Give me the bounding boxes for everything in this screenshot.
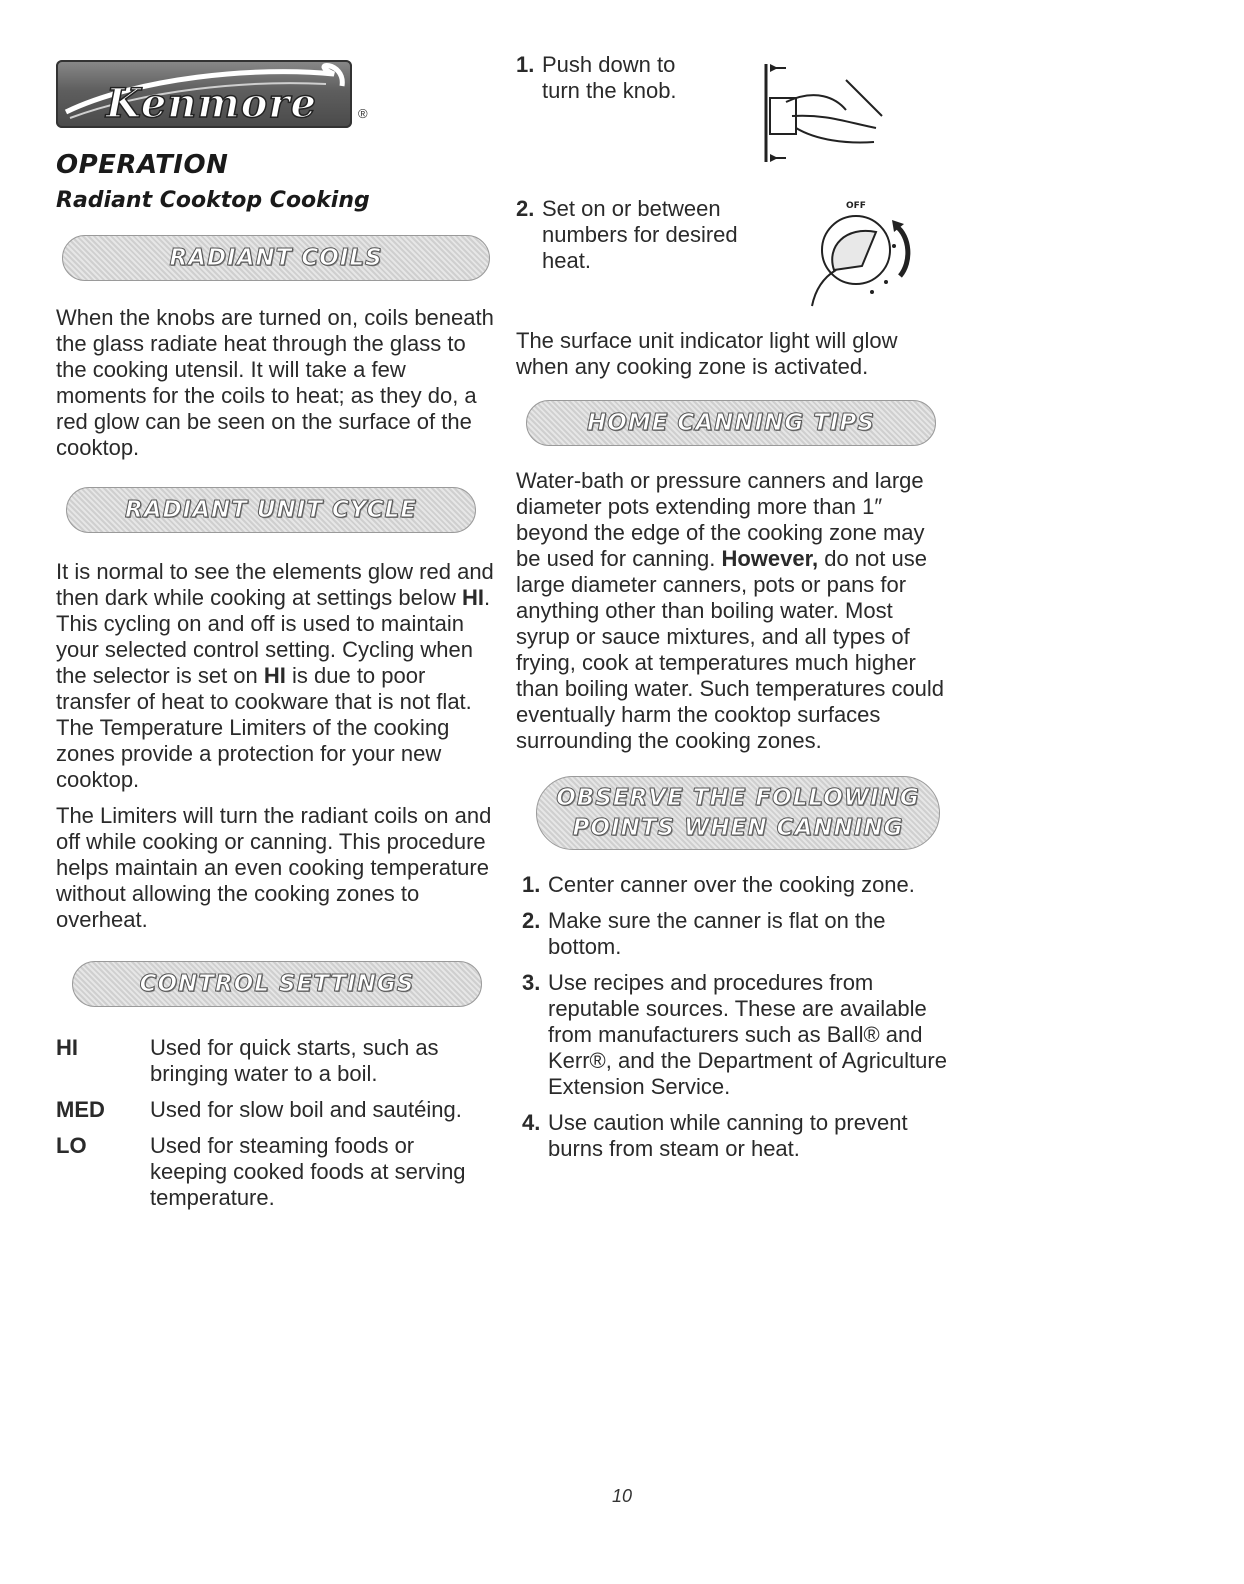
banner-radiant-unit-cycle bbox=[66, 487, 476, 533]
point-text: Use caution while canning to prevent burns from steam or heat. bbox=[548, 1110, 908, 1161]
setting-key: LO bbox=[56, 1133, 87, 1158]
point-text: Use recipes and procedures from reputable sources. These are available from manufacturers such as Ball® and Kerr®, and the Department of Agriculture Extension Service. bbox=[548, 970, 947, 1099]
kenmore-logo bbox=[56, 60, 352, 128]
page-number: 10 bbox=[611, 1486, 633, 1506]
list-item bbox=[522, 908, 952, 960]
canning-however: However, bbox=[721, 546, 819, 571]
canning-paragraph bbox=[516, 468, 952, 754]
section-heading: OPERATION bbox=[56, 150, 229, 180]
point-text: Center canner over the cooking zone. bbox=[548, 872, 915, 897]
step-item bbox=[516, 196, 756, 274]
push-knob-illustration-icon bbox=[756, 58, 896, 168]
point-number: 4. bbox=[522, 1110, 541, 1135]
setting-key: MED bbox=[56, 1097, 105, 1122]
indicator-paragraph: The surface unit indicator light will glow when any cooking zone is activated. bbox=[516, 328, 898, 379]
point-number: 2. bbox=[522, 908, 541, 933]
point-text: Make sure the canner is flat on the bottom. bbox=[548, 908, 886, 959]
list-item bbox=[522, 1110, 952, 1162]
point-number: 3. bbox=[522, 970, 541, 995]
step-text: Set on or between numbers for desired heat. bbox=[542, 196, 738, 273]
setting-value: Used for steaming foods or keeping cooked foods at serving temperature. bbox=[150, 1133, 466, 1210]
list-item bbox=[522, 872, 952, 898]
cycle-text-b: . This cycling on and off is used to maintain your selected control setting. Cycling when the selector is set on bbox=[56, 585, 491, 688]
step-set-heat bbox=[516, 196, 956, 316]
left-column bbox=[56, 56, 496, 1221]
banner-radiant-unit-cycle-label: RADIANT UNIT CYCLE bbox=[124, 497, 418, 523]
control-settings-list bbox=[56, 1035, 496, 1211]
coils-paragraph: When the knobs are turned on, coils beneath the glass radiate heat through the glass to the cooking utensil. It will take a few moments for the coils to heat; as they do, a red glow can be seen on the surface of the cooktop. bbox=[56, 305, 494, 460]
setting-row bbox=[56, 1035, 496, 1087]
cycle-paragraph-2: The Limiters will turn the radiant coils on and off while cooking or canning. This procedure helps maintain an even cooking temperature without allowing the cooking zones to overheat. bbox=[56, 803, 492, 932]
banner-observe-line-2: POINTS WHEN CANNING bbox=[572, 815, 904, 841]
banner-radiant-coils-label: RADIANT COILS bbox=[169, 245, 383, 271]
canning-points-list bbox=[522, 872, 952, 1162]
subsection-heading: Radiant Cooktop Cooking bbox=[56, 188, 370, 213]
setting-row bbox=[56, 1133, 496, 1211]
banner-observe-line-1: OBSERVE THE FOLLOWING bbox=[556, 785, 920, 811]
logo-wordmark: Kenmore bbox=[106, 80, 317, 127]
cycle-paragraph-1 bbox=[56, 559, 496, 793]
setting-value: Used for slow boil and sautéing. bbox=[150, 1097, 462, 1122]
step-push-knob bbox=[516, 52, 956, 180]
banner-control-settings-label: CONTROL SETTINGS bbox=[139, 971, 415, 997]
point-number: 1. bbox=[522, 872, 541, 897]
brand-logo-area bbox=[56, 56, 496, 138]
canning-text-b: do not use large diameter canners, pots or pans for anything other than boiling water. Most syrup or sauce mixtures, and all types of frying, cook at temperatures much higher than boiling water. Such temperatures could eventually harm the cooktop surfaces surrounding the cooking zones. bbox=[516, 546, 945, 753]
registered-mark: ® bbox=[358, 106, 368, 121]
cycle-text-c: is due to poor transfer of heat to cookware that is not flat. The Temperature Limiters of the cooking zones provide a protection for your new cooktop. bbox=[56, 663, 472, 792]
cycle-hi-1: HI bbox=[462, 585, 485, 610]
banner-radiant-coils bbox=[62, 235, 490, 281]
banner-home-canning-tips-label: HOME CANNING TIPS bbox=[587, 410, 875, 436]
banner-observe-points bbox=[536, 776, 940, 850]
cycle-text-a: It is normal to see the elements glow red and then dark while cooking at settings below bbox=[56, 559, 494, 610]
heat-knob-illustration-icon bbox=[776, 196, 946, 316]
right-column bbox=[516, 52, 956, 1172]
setting-row bbox=[56, 1097, 496, 1123]
banner-control-settings bbox=[72, 961, 482, 1007]
step-item bbox=[516, 52, 716, 104]
step-number: 2. bbox=[516, 196, 535, 221]
step-number: 1. bbox=[516, 52, 535, 77]
canning-text-a: Water-bath or pressure canners and large diameter pots extending more than 1″ beyond the edge of the cooking zone may be used for canning. bbox=[516, 468, 925, 571]
setting-value: Used for quick starts, such as bringing water to a boil. bbox=[150, 1035, 439, 1086]
setting-key: HI bbox=[56, 1035, 78, 1060]
cycle-hi-2: HI bbox=[263, 663, 286, 688]
knob-off-label: OFF bbox=[846, 201, 866, 211]
banner-home-canning-tips bbox=[526, 400, 936, 446]
step-text: Push down to turn the knob. bbox=[542, 52, 677, 103]
list-item bbox=[522, 970, 952, 1100]
